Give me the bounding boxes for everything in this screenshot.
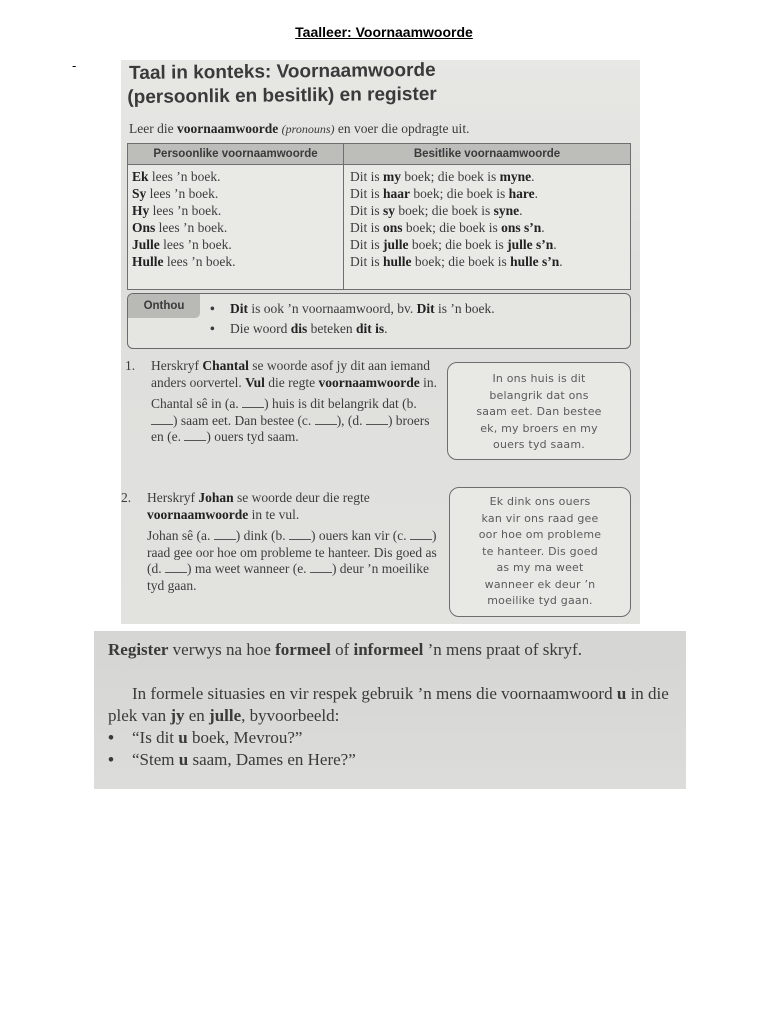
table-row: Dit is my boek; die boek is myne.: [350, 169, 535, 184]
bullet-icon: •: [210, 301, 215, 316]
remember-box: [127, 293, 631, 349]
table-row: Dit is haar boek; die boek is hare.: [350, 186, 538, 201]
blank-line: [315, 414, 337, 425]
personal-pronoun-column: [132, 168, 340, 270]
blank-line: [366, 414, 388, 425]
table-divider: [343, 144, 344, 289]
heading-line-2: (persoonlik en besitlik) en register: [127, 83, 437, 109]
blank-line: [410, 529, 432, 540]
table-row: Hy lees ’n boek.: [132, 203, 222, 218]
remember-bullet: • Die woord dis beteken dit is.: [210, 321, 388, 336]
blank-line: [310, 562, 332, 573]
exercise-sentence: Chantal sê in (a. ) huis is dit belangrik dat (b. ) saam eet. Dan bestee (c. ), (d. ) broers en (e. ) ouers tyd saam.: [151, 396, 430, 444]
exercise-1: [125, 358, 445, 483]
bullet-icon: •: [108, 750, 114, 769]
handwritten-answer-1: In ons huis is dit belangrik dat ons saam eet. Dan bestee ek, my broers en my ouers tyd saam.: [447, 362, 631, 460]
table-header-personal: Persoonlike voornaamwoorde: [128, 144, 344, 165]
exercise-body: [147, 490, 437, 599]
table-row: Sy lees ’n boek.: [132, 186, 219, 201]
exercise-body: [151, 358, 441, 451]
exercise-instruction: Herskryf Chantal se woorde asof jy dit aan iemand anders oorvertel. Vul die regte voornaamwoorde in.: [151, 358, 437, 390]
bullet-icon: •: [210, 321, 215, 336]
document-title: Taalleer: Voornaamwoorde: [295, 24, 473, 40]
table-row: Ek lees ’n boek.: [132, 169, 221, 184]
blank-line: [289, 529, 311, 540]
blank-line: [184, 430, 206, 441]
register-photo: [94, 631, 686, 789]
blank-line: [165, 562, 187, 573]
register-explanation: In formele situasies en vir respek gebruik ’n mens die voornaamwoord u in die plek van jy en julle, byvoorbeeld:: [108, 684, 669, 725]
blank-line: [214, 529, 236, 540]
table-header-possessive: Besitlike voornaamwoorde: [344, 144, 630, 165]
table-row: Ons lees ’n boek.: [132, 220, 228, 235]
remember-label: Onthou: [128, 294, 200, 318]
list-dash: -: [72, 58, 77, 73]
register-example: • “Is dit u boek, Mevrou?”: [108, 728, 303, 747]
section-heading: [129, 60, 629, 110]
exercise-instruction: Herskryf Johan se woorde deur die regte voornaamwoorde in te vul.: [147, 490, 370, 522]
pronoun-table: [127, 143, 631, 290]
intro-text: Leer die voornaamwoorde (pronouns) en voer die opdragte uit.: [129, 121, 470, 136]
table-row: Dit is ons boek; die boek is ons s’n.: [350, 220, 545, 235]
textbook-photo: [121, 60, 640, 624]
table-row: Dit is julle boek; die boek is julle s’n.: [350, 237, 557, 252]
register-definition: Register verwys na hoe formeel of informeel ’n mens praat of skryf.: [108, 640, 582, 659]
table-row: Hulle lees ’n boek.: [132, 254, 236, 269]
exercise-2: [121, 490, 441, 620]
table-row: Dit is hulle boek; die boek is hulle s’n.: [350, 254, 563, 269]
bullet-icon: •: [108, 728, 114, 747]
blank-line: [151, 414, 173, 425]
register-example: • “Stem u saam, Dames en Here?”: [108, 750, 356, 769]
heading-line-1: Taal in konteks: Voornaamwoorde: [129, 60, 436, 84]
remember-bullet: • Dit is ook ’n voornaamwoord, bv. Dit is ’n boek.: [210, 301, 495, 316]
handwritten-answer-2: Ek dink ons ouers kan vir ons raad gee oor hoe om probleme te hanteer. Dis goed as my ma weet wanneer ek deur ’n moeilike tyd gaan.: [449, 487, 631, 617]
exercise-number: 1.: [125, 358, 136, 373]
table-row: Dit is sy boek; die boek is syne.: [350, 203, 523, 218]
blank-line: [242, 397, 264, 408]
exercise-number: 2.: [121, 490, 132, 505]
exercise-sentence: Johan sê (a. ) dink (b. ) ouers kan vir (c. ) raad gee oor hoe om probleme te hanteer. Dis goed as (d. ) ma weet wanneer (e. ) deur ’n moeilike tyd gaan.: [147, 528, 437, 593]
table-row: Julle lees ’n boek.: [132, 237, 232, 252]
possessive-pronoun-column: [350, 168, 626, 270]
